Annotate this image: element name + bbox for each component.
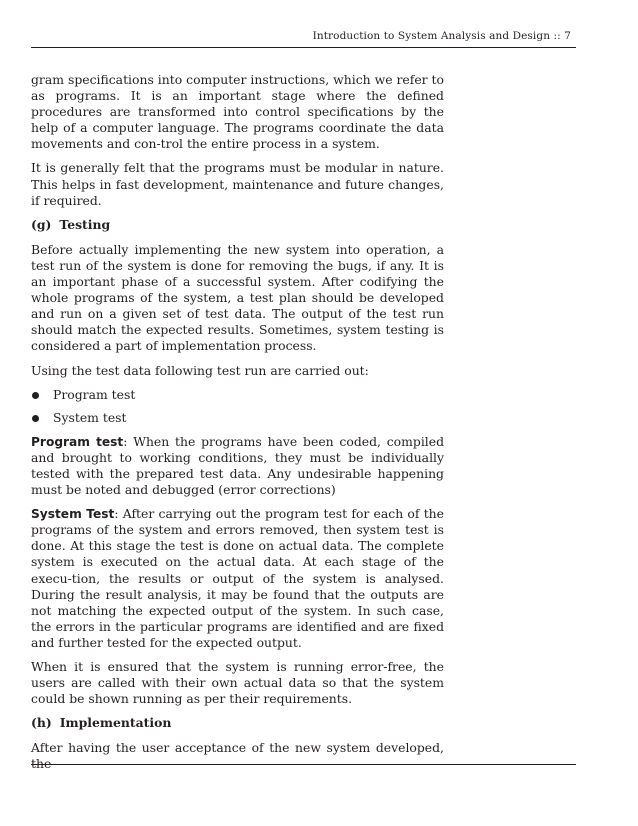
section-heading-implementation: [31, 715, 444, 731]
section-heading-testing: [31, 217, 444, 233]
paragraph-modular-programs: It is generally felt that the programs must be modular in nature. This helps in fast development, maintenance and future changes, if required.: [31, 160, 444, 208]
list-item-label: Program test: [53, 386, 136, 402]
paragraph-user-acceptance: When it is ensured that the system is running error-free, the users are called with their own actual data so that the system could be shown running as per their requirements.: [31, 659, 444, 707]
list-item: [31, 387, 444, 403]
page-body: [31, 72, 444, 781]
section-label: (g): [31, 216, 52, 232]
section-title: Implementation: [59, 715, 172, 731]
paragraph-program-test: [31, 434, 444, 498]
program-test-text: : When the programs have been coded, compiled and brought to working conditions, they must be individually tested with the prepared test data. Any undesirable happening must be noted and debugged (error corrections): [31, 433, 445, 498]
section-label: (h): [31, 715, 52, 731]
header-rule: [31, 47, 576, 48]
bullet-icon: [32, 415, 39, 422]
list-item-label: System test: [53, 409, 127, 425]
list-item: [31, 410, 444, 426]
running-header: Introduction to System Analysis and Design :: 7: [312, 30, 571, 42]
paragraph-system-test: [31, 506, 444, 651]
bullet-icon: [32, 392, 39, 399]
system-test-text: : After carrying out the program test for each of the programs of the system and errors removed, then system test is done. At this stage the test is done on actual data. The complete system is executed on the actual data. At each stage of the execu-tion, the results or output of the system is analysed. During the result analysis, it may be found that the outputs are not matching the expected output of the system. In such case, the errors in the particular programs are identified and are fixed and further tested for the expected output.: [31, 506, 444, 650]
term-program-test: Program test: [31, 434, 124, 449]
section-title: Testing: [59, 216, 111, 232]
paragraph-implementation: After having the user acceptance of the new system developed, the: [31, 740, 444, 772]
footer-rule: [31, 764, 576, 765]
paragraph-program-specifications: gram specifications into computer instructions, which we refer to as programs. It is an important stage where the defined procedures are transformed into control specifications by the help of a computer language. The programs coordinate the data movements and con-trol the entire process in a system.: [31, 72, 444, 152]
paragraph-testing-intro: Before actually implementing the new system into operation, a test run of the system is done for removing the bugs, if any. It is an important phase of a successful system. After codifying the whole programs of the system, a test plan should be developed and run on a given set of test data. The output of the test run should match the expected results. Sometimes, system testing is considered a part of implementation process.: [31, 241, 444, 354]
term-system-test: System Test: [31, 507, 115, 522]
test-run-list: [31, 387, 444, 426]
paragraph-test-runs: Using the test data following test run are carried out:: [31, 362, 369, 378]
